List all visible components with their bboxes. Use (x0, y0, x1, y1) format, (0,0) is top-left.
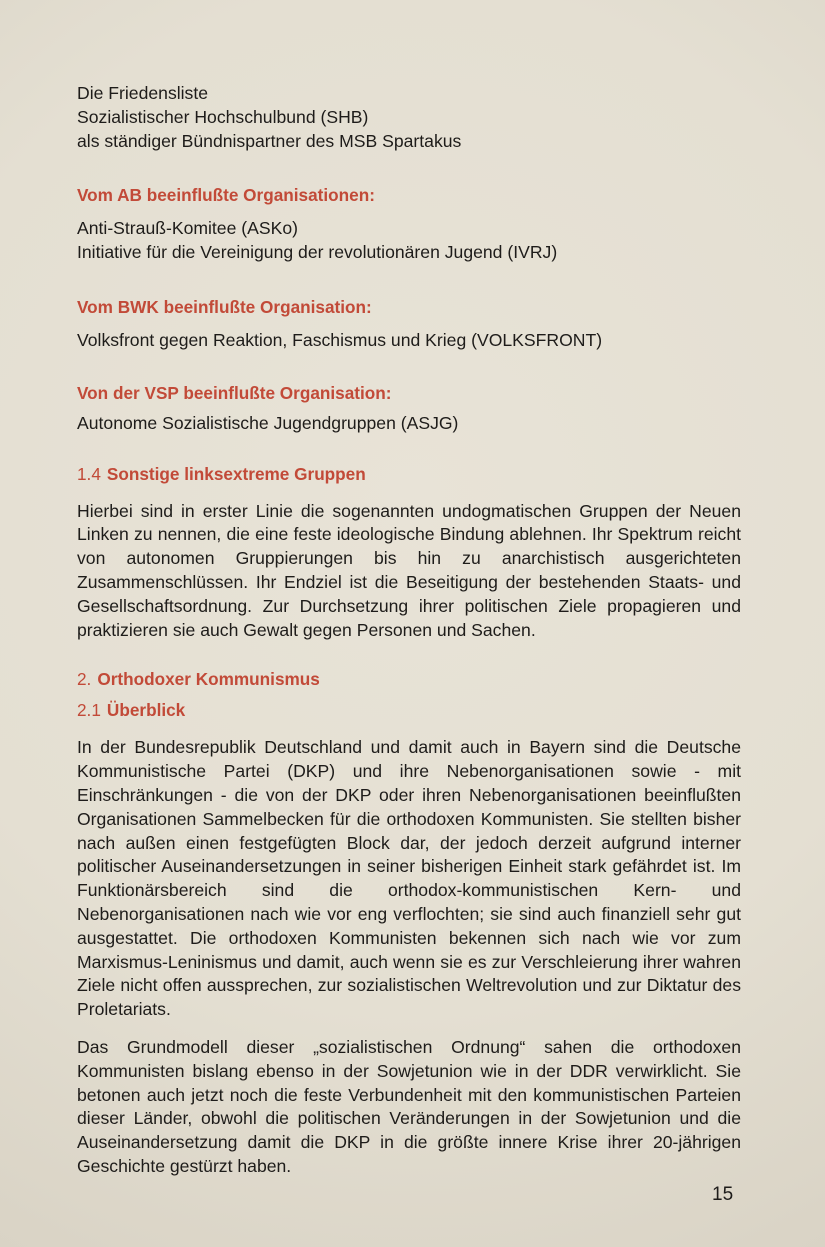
ab-organisations-list (77, 217, 741, 265)
organisation-item: Anti-Strauß-Komitee (ASKo) (77, 218, 298, 239)
bwk-organisation-list (77, 329, 741, 353)
organisation-item: Volksfront gegen Reaktion, Faschismus und Krieg (VOLKSFRONT) (77, 329, 603, 350)
section-number: 2.1 (77, 700, 101, 721)
section-2-heading (77, 668, 741, 691)
intro-line: Sozialistischer Hochschulbund (SHB) (77, 106, 369, 127)
intro-block (77, 82, 741, 153)
ab-organisations-heading: Vom AB beeinflußte Organisationen: (77, 185, 375, 206)
page-content (77, 82, 741, 1179)
section-2-1-paragraph-1: In der Bundesrepublik Deutschland und damit auch in Bayern sind die Deutsche Kommunistische Partei (DKP) und ihre Nebenorganisationen sowie - mit Einschränkungen - die von der DKP oder ihren Nebenorganisationen beeinflußten Organisationen Sammelbecken für die orthodoxen Kommunisten. Sie stellten bisher nach außen einen festgefügten Block dar, der jedoch derzeit aufgrund interner politischer Auseinandersetzungen in seiner bisherigen Einheit stark gefährdet ist. Im Funktionärsbereich sind die orthodox-kommunistischen Kern- und Nebenorganisationen nach wie vor eng verflochten; sie sind auch finanziell sehr gut ausgestattet. Die orthodoxen Kommunisten bekennen sich nach wie vor zum Marxismus-Leninismus und damit, auch wenn sie es zur Verschleierung ihrer wahren Ziele nicht offen aussprechen, zur sozialistischen Weltrevolution und zur Diktatur des Proletariats. (77, 737, 741, 1020)
vsp-organisation-list (77, 412, 741, 436)
bwk-organisation-heading: Vom BWK beeinflußte Organisation: (77, 296, 372, 317)
organisation-item: Autonome Sozialistische Jugendgruppen (ASJG) (77, 412, 459, 433)
intro-line: als ständiger Bündnispartner des MSB Spartakus (77, 130, 462, 151)
section-title: Sonstige linksextreme Gruppen (106, 463, 366, 484)
section-title: Orthodoxer Kommunismus (97, 669, 320, 690)
page-number: 15 (712, 1184, 734, 1205)
vsp-organisation-heading: Von der VSP beeinflußte Organisation: (77, 382, 392, 403)
section-title: Überblick (106, 700, 186, 721)
section-1-4-heading (77, 463, 741, 486)
section-1-4-paragraph: Hierbei sind in erster Linie die sogenannten undogmatischen Gruppen der Neuen Linken zu nennen, die eine feste ideologische Bindung ablehnen. Ihr Spektrum reicht von autonomen Gruppierungen bis hin zu anarchistisch ausgerichteten Zusammenschlüssen. Ihr Endziel ist die Beseitigung der bestehenden Staats- und Gesellschaftsordnung. Zur Durchsetzung ihrer politischen Ziele propagieren und praktizieren sie auch Gewalt gegen Personen und Sachen. (77, 500, 741, 640)
section-number: 1.4 (77, 463, 101, 484)
organisation-item: Initiative für die Vereinigung der revolutionären Jugend (IVRJ) (77, 242, 558, 263)
section-2-1-paragraph-2: Das Grundmodell dieser „sozialistischen Ordnung“ sahen die orthodoxen Kommunisten bislang ebenso in der Sowjetunion wie in der DDR verwirklicht. Sie betonen auch jetzt noch die feste Verbundenheit mit den kommunistischen Parteien dieser Länder, obwohl die politischen Veränderungen in der Sowjetunion und die Auseinandersetzung damit die DKP in die größte innere Krise ihrer 20-jährigen Geschichte gestürzt haben. (77, 1036, 741, 1176)
section-2-1-heading (77, 699, 741, 722)
section-number: 2. (77, 669, 92, 690)
intro-line: Die Friedensliste (77, 83, 209, 103)
